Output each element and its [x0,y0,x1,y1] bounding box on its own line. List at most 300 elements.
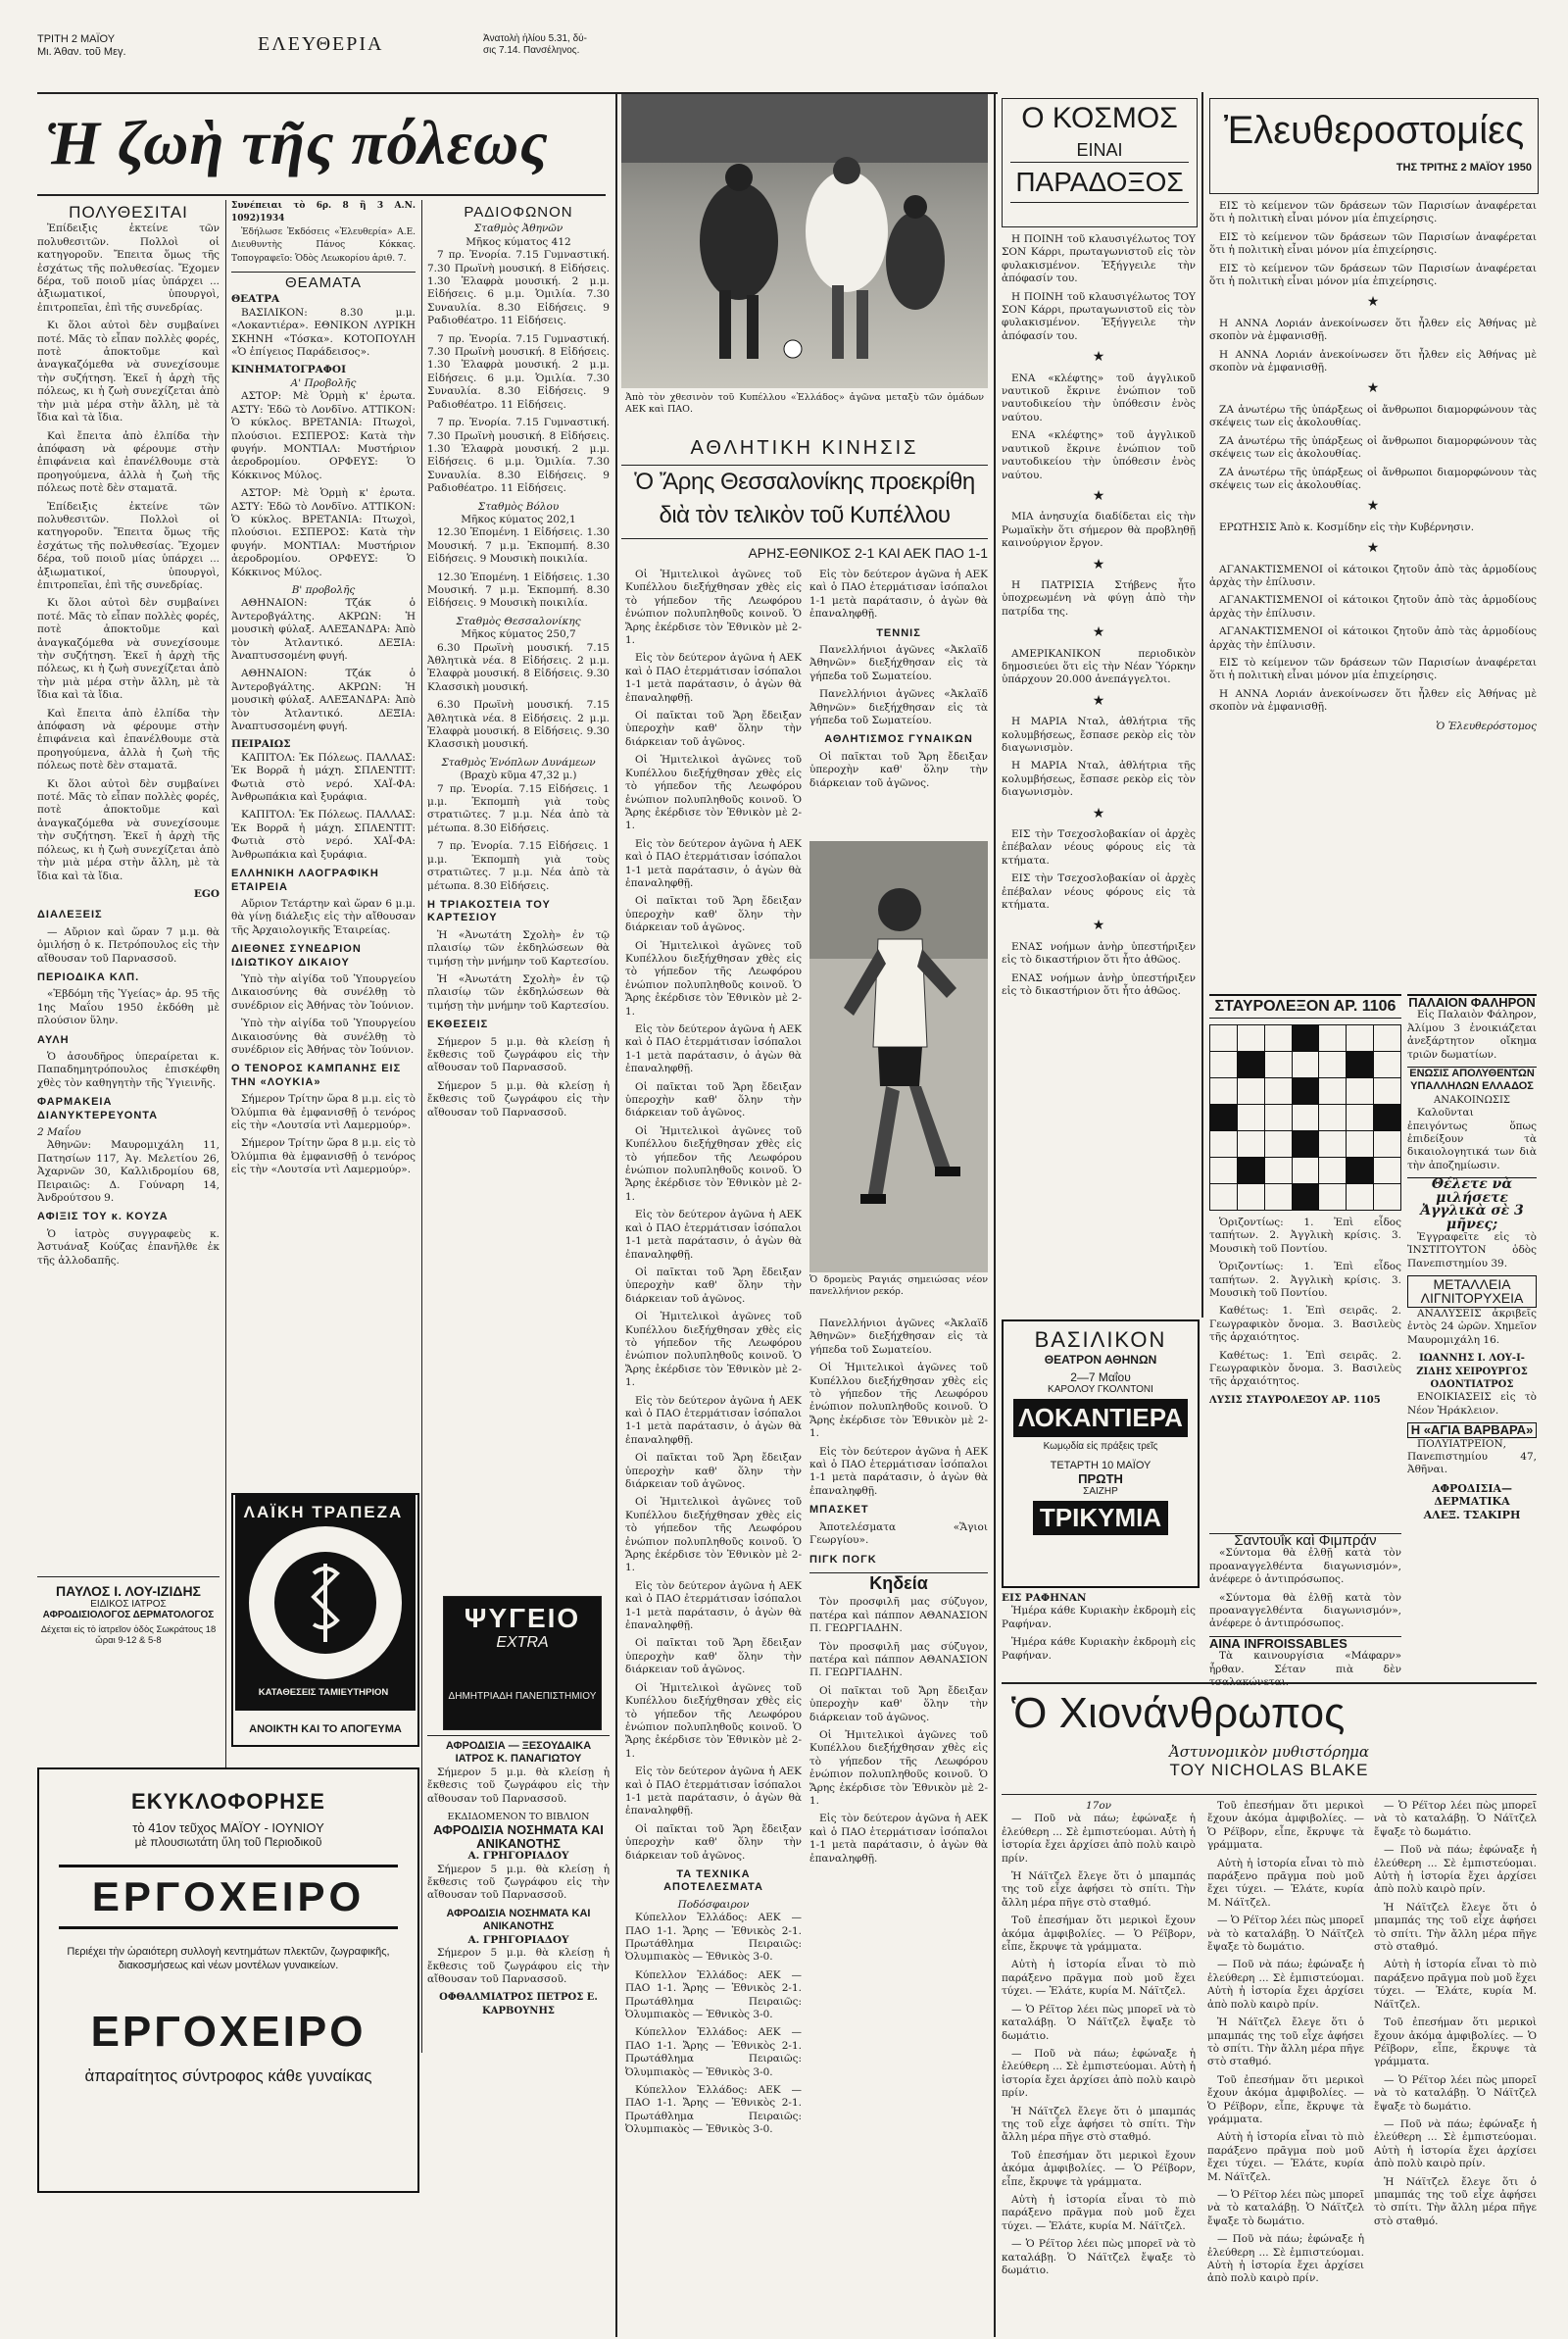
crossword-cell[interactable] [1210,1184,1238,1211]
paragraph: Τὸν προσφιλῆ μας σύζυγον, πατέρα καὶ πάππον ΑΘΑΝΑΣΙΟΝ Π. ΓΕΩΡΓΙΑΔΗΝ. [809,1640,988,1679]
world-paradox-column [1002,233,1196,1312]
theatre-sub: ΘΕΑΤΡΟΝ ΑΘΗΝΩΝ [1044,1353,1157,1367]
far-right-ads [1407,994,1537,1680]
subsection-title: Σταθμὸς Ἀθηνῶν [473,223,564,235]
paragraph: Ἐπίδειξις ἐκτείνε τῶν πολυθεσιτῶν. Πολλοὶ οἱ κατηγοροῦν. Ἔπειτα ὅμως τῆς ἐσχάτως τῆς πολυθεσίας. Ἔχομεν δέρα, τοῦ ποιοῦ μίας ὑπάρχει ... ἀξιωματικοί, ὑπουργοὶ, ἐπιτροπεῖαι, ἐπὶ τῆς συνεδρίας. [37,223,220,314]
ad-blurb: Περιέχει τὴν ὡραιότερη συλλογὴ κεντημάτων πλεκτῶν, ζωγραφικῆς, διακοσμήσεως καὶ νέων μοντέλων γυναικείων. [67,1946,390,1971]
paragraph: «Σύντομα θὰ ἐλθῇ κατὰ τὸν προαναγγελθέντα διαγωνισμόν», ἀνέφερε ὁ ἀντιπρόσωπος. [1209,1591,1401,1630]
crossword-cell[interactable] [1374,1131,1401,1158]
paragraph: Κύπελλον Ἑλλάδος: ΑΕΚ — ΠΑΟ 1-1. Ἄρης — Ἐθνικὸς 2-1. Πρωτάθλημα Πειραιῶς: Ὀλυμπιακὸς — Ἐθνικὸς 3-0. [625,2026,802,2078]
paragraph: Εἰς τὸν δεύτερον ἀγῶνα ἡ ΑΕΚ καὶ ὁ ΠΑΟ ἐτερμάτισαν ἰσόπαλοι 1-1 μετὰ παράτασιν, ὁ ἀγὼν θὰ ἐπαναληφθῇ. [625,1209,802,1261]
weather-text-1: Ἀνατολὴ ἡλίου 5.31, δύ- [483,33,587,44]
paragraph: ΕΝΑ «κλέφτης» τοῦ ἀγγλικοῦ ναυτικοῦ ἔκρινε ἐνώπιον τοῦ ναυτοδικείου τὴν ὑπόθεσιν ἑνὸς ναύτου. [1002,429,1196,481]
separator-star: ★ [1366,380,1380,397]
crossword-cell[interactable] [1347,1158,1374,1184]
paragraph: ΖΑ ἀνωτέρω τῆς ὑπάρξεως οἱ ἄνθρωποι διαμορφώνουν τὰς σκέψεις των εἰς ἀκολουθίας. [1209,434,1537,461]
sports-column-b [809,569,988,833]
crossword-cell[interactable] [1237,1184,1264,1211]
book-ad-label: ΕΚΔΙΔΟΜΕΝΟΝ ΤΟ ΒΙΒΛΙΟΝ [447,1812,590,1823]
crossword-cell[interactable] [1264,1078,1292,1105]
subsection-subtitle: ΑΝΑΚΟΙΝΩΣΙΣ [1434,1094,1510,1106]
paragraph: Η ΜΑΡΙΑ Νταλ, ἀθλήτρια τῆς κολυμβήσεως, ἔσπασε ρεκὸρ εἰς τὸν διαγωνισμὸν. [1002,760,1196,799]
derm-ad-name: ΑΛΕΞ. ΤΣΑΚΙΡΗ [1423,1508,1521,1521]
crossword-cell[interactable] [1347,1131,1374,1158]
subsection-title: ΔΙΑΛΕΞΕΙΣ [37,909,103,921]
paragraph: Σήμερον 5 μ.μ. θὰ κλείσῃ ἡ ἔκθεσις τοῦ ζωγράφου εἰς τὴν αἴθουσαν τοῦ Παρνασσοῦ. [427,1079,610,1119]
theatre-first: ΠΡΩΤΗ [1078,1471,1123,1486]
paragraph: Εἰς τὸν δεύτερον ἀγῶνα ἡ ΑΕΚ καὶ ὁ ΠΑΟ ἐτερμάτισαν ἰσόπαλοι 1-1 μετὰ παράτασιν, ὁ ἀγὼν θὰ ἐπαναληφθῇ. [625,837,802,889]
paragraph: 7 πρ. Ἐνορία. 7.15 Γυμναστική. 7.30 Πρωϊνὴ μουσική. 8 Εἰδήσεις. 1.30 Ἐλαφρὰ μουσική. 2 μ.μ. Εἰδήσεις. 6 μ.μ. Ὁμιλία. 7.30 Συναυλία. 8.30 Εἰδήσεις. 9 Ραδιοθέατρο. 11 Εἰδήσεις. [427,417,610,495]
paragraph: ΑΝΑΛΥΣΕΙΣ ἀκριβεῖς ἐντὸς 24 ὡρῶν. Χημεῖον Μαυρομιχάλη 16. [1407,1307,1537,1346]
theatre-ad [1002,1319,1200,1588]
crossword-cell[interactable] [1237,1158,1264,1184]
clinic-ad: ΑΦΡΟΔΙΣΙΑ — ΞΕΣΟΥΔΑΙΚΑ ΙΑΤΡΟΣ Κ. ΠΑΝΑΓΙΩΤΟΥ [427,1735,610,1767]
crossword-cell[interactable] [1264,1158,1292,1184]
paragraph: ΕΝΑΣ νοήμων ἀνὴρ ὑπεστήριξεν εἰς τὸ δικαστήριον ὅτι ἦτο ἀθῶος. [1002,940,1196,967]
subsection-title: ΦΑΡΜΑΚΕΙΑ ΔΙΑΝΥΚΤΕΡΕΥΟΝΤΑ [37,1096,159,1121]
date-line [37,33,126,59]
crossword-previous: ΛΥΣΙΣ ΣΤΑΥΡΟΛΕΞΟΥ ΑΡ. 1105 [1209,1394,1381,1406]
paragraph: Οἱ παῖκται τοῦ Ἄρη ἔδειξαν ὑπεροχὴν καθ' ὅλην τὴν διάρκειαν τοῦ ἀγῶνος. [625,1822,802,1862]
separator-star: ★ [1092,692,1105,709]
subsection-title: ΜΠΑΣΚΕΤ [809,1504,869,1517]
doctor-title: ΕΙΔΙΚΟΣ ΙΑΤΡΟΣ [90,1599,167,1610]
crossword-cell[interactable] [1292,1025,1319,1052]
paragraph: ΕΝΑΣ νοήμων ἀνὴρ ὑπεστήριξεν εἰς τὸ δικαστήριον ὅτι ἦτο ἀθῶος. [1002,971,1196,998]
heading-line: ΠΑΡΑΔΟΞΟΣ [1010,162,1189,203]
crossword-cell[interactable] [1374,1105,1401,1131]
caption-text: Ἀπὸ τὸν χθεσινὸν τοῦ Κυπέλλου «Ἑλλάδος» ἀγῶνα μεταξὺ τῶν ὁμάδων ΑΕΚ καὶ ΠΑΟ. [625,392,984,415]
paragraph: Οἱ Ἠμιτελικοὶ ἀγῶνες τοῦ Κυπέλλου διεξήχθησαν χθὲς εἰς τὸ γήπεδον τῆς Λεωφόρου ἐνώπιον πολυπληθοῦς κοινοῦ. Ὁ Ἄρης ἐκέρδισε τὸν Ἐθνικὸν μὲ 2-1. [625,1496,802,1574]
paragraph: Ἡμέρα κάθε Κυριακὴν ἐκδρομὴ εἰς Ραφήναν. [1002,1605,1196,1630]
name-day-text: Μι. Άθαν. τοῦ Μεγ. [37,46,126,58]
paragraph: Οἱ Ἠμιτελικοὶ ἀγῶνες τοῦ Κυπέλλου διεξήχθησαν χθὲς εἰς τὸ γήπεδον τῆς Λεωφόρου ἐνώπιον πολυπληθοῦς κοινοῦ. Ὁ Ἄρης ἐκέρδισε τὸν Ἐθνικὸν μὲ 2-1. [625,569,802,647]
paragraph: Ἡ Νάϊτζελ ἔλεγε ὅτι ὁ μπαμπάς της τοῦ εἶχε ἀφήσει τὸ σπίτι. Τὴν ἄλλη μέρα πῆγε στὸ σταθμό. [1002,1870,1196,1909]
column-rule [225,200,226,1955]
paragraph: — Ποῦ νὰ πάω; ἐφώναξε ἡ ἐλεύθερη ... Σὲ ἐμπιστεύομαι. Αὐτὴ ἡ ἱστορία ἔχει ἀρχίσει ἀπὸ πολὺ καιρὸ πρίν. [1002,2047,1196,2100]
world-paradox-heading [1002,98,1198,227]
paragraph: Οἱ Ἠμιτελικοὶ ἀγῶνες τοῦ Κυπέλλου διεξήχθησαν χθὲς εἰς τὸ γήπεδον τῆς Λεωφόρου ἐνώπιον πολυπληθοῦς κοινοῦ. Ὁ Ἄρης ἐκέρδισε τὸν Ἐθνικὸν μὲ 2-1. [625,754,802,832]
paragraph: — Ποῦ νὰ πάω; ἐφώναξε ἡ ἐλεύθερη ... Σὲ ἐμπιστεύομαι. Αὐτὴ ἡ ἱστορία ἔχει ἀρχίσει ἀπὸ πολὺ καιρὸ πρίν. [1207,2233,1364,2285]
crossword-cell[interactable] [1292,1105,1319,1131]
crossword-cell[interactable] [1292,1078,1319,1105]
paragraph: Καθέτως: 1. Ἐπὶ σειρᾶς. 2. Γεωγραφικὸν ὄνομα. 3. Βασιλεὺς τῆς ἀρχαιότητος. [1209,1349,1401,1388]
paragraph: «Σύντομα θὰ ἐλθῇ κατὰ τὸν προαναγγελθέντα διαγωνισμόν», ἀνέφερε ὁ ἀντιπρόσωπος. [1209,1547,1401,1586]
paragraph: Η ΠΑΤΡΙΣΙΑ Στήβενς ἦτο ὑποχρεωμένη νὰ φύγῃ ἀπὸ τὴν πατρίδα της. [1002,578,1196,618]
paragraph: Ὁ ἰατρὸς συγγραφεὺς κ. Ἀστυάναξ Κούζας ἐπανῆλθε ἐκ τῆς ἀλλοδαπῆς. [37,1227,220,1267]
crossword-cell[interactable] [1319,1158,1347,1184]
crossword-cell[interactable] [1319,1184,1347,1211]
paragraph: Οἱ παῖκται τοῦ Ἄρη ἔδειξαν ὑπεροχὴν καθ' ὅλην τὴν διάρκειαν τοῦ ἀγῶνος. [625,1637,802,1676]
crossword-cell[interactable] [1264,1184,1292,1211]
paragraph: ΑΓΑΝΑΚΤΙΣΜΕΝΟΙ οἱ κάτοικοι ζητοῦν ἀπὸ τὰς ἁρμοδίους ἀρχὰς τὴν ἐπίλυσιν. [1209,625,1537,651]
paragraph: Καὶ ἔπειτα ἀπὸ ἐλπίδα τὴν ἀπόφαση νὰ φέρουμε στὴν ἐπιφάνεια καὶ ἐπανέλθουμε στὰ προηγούμενα, ἀλλὰ ἡ ζωὴ τῆς πόλεως ποτὲ δὲν σταματᾶ. [37,707,220,772]
crossword-cell[interactable] [1347,1052,1374,1078]
book-ad-title: ΑΦΡΟΔΙΣΙΑ ΝΟΣΗΜΑΤΑ ΚΑΙ ΑΝΙΚΑΝΟΤΗΣ [433,1822,604,1851]
crossword-cell[interactable] [1237,1025,1264,1052]
section-title: ΠΟΛΥΘΕΣΙΤΑΙ [69,203,188,222]
caption-text: Ὁ δρομεὺς Ραγιάς σημειώσας νέον πανελλήνιον ρεκόρ. [809,1274,988,1297]
paragraph: Οἱ Ἠμιτελικοὶ ἀγῶνες τοῦ Κυπέλλου διεξήχθησαν χθὲς εἰς τὸ γήπεδον τῆς Λεωφόρου ἐνώπιον πολυπληθοῦς κοινοῦ. Ὁ Ἄρης ἐκέρδισε τὸν Ἐθνικὸν μὲ 2-1. [625,1681,802,1760]
subsection-title: ΚΙΝΗΜΑΤΟΓΡΑΦΟΙ [231,364,346,376]
paragraph: — Ποῦ νὰ πάω; ἐφώναξε ἡ ἐλεύθερη ... Σὲ ἐμπιστεύομαι. Αὐτὴ ἡ ἱστορία ἔχει ἀρχίσει ἀπὸ πολὺ καιρὸ πρίν. [1374,1844,1537,1896]
paragraph: ΕΙΣ τὸ κείμενον τῶν δράσεων τῶν Παρισίων ἀναφέρεται ὅτι ἡ πολιτικὴ εἶναι μόνον μία ἐπιχείρησις. [1209,200,1537,225]
column-rule [421,200,422,2053]
paragraph: 7 πρ. Ἐνορία. 7.15 Εἰδήσεις. 1 μ.μ. Ἐκπομπὴ γιὰ τοὺς στρατιῶτες. 7 μ.μ. Νέα ἀπὸ τὰ μέτωπα. 8.30 Εἰδήσεις. [427,840,610,892]
crossword-cell[interactable] [1237,1078,1264,1105]
doctor-ad [37,1576,220,1695]
paper-name: ΕΛΕΥΘΕΡΙΑ [258,33,384,55]
paragraph: Καθέτως: 1. Ἐπὶ σειρᾶς. 2. Γεωγραφικὸν ὄνομα. 3. Βασιλεὺς τῆς ἀρχαιότητος. [1209,1305,1401,1344]
crossword-cell[interactable] [1319,1025,1347,1052]
paragraph: Οἱ παῖκται τοῦ Ἄρη ἔδειξαν ὑπεροχὴν καθ' ὅλην τὴν διάρκειαν τοῦ ἀγῶνος. [625,710,802,748]
paragraph: — Αὔριον καὶ ὥραν 7 μ.μ. θὰ ὁμιλήσῃ ὁ κ. Πετρόπουλος εἰς τὴν αἴθουσαν τοῦ Παρνασσοῦ. [37,925,220,965]
column-title: Ἐλευθεροστομίες [1223,109,1525,152]
paragraph: Κύπελλον Ἑλλάδος: ΑΕΚ — ΠΑΟ 1-1. Ἄρης — Ἐθνικὸς 2-1. Πρωτάθλημα Πειραιῶς: Ὀλυμπιακὸς — Ἐθνικὸς 3-0. [625,2084,802,2136]
crossword-cell[interactable] [1210,1052,1238,1078]
paragraph: ΕΙΣ τὸ κείμενον τῶν δράσεων τῶν Παρισίων ἀναφέρεται ὅτι ἡ πολιτικὴ εἶναι μόνον μία ἐπιχείρησις. [1209,230,1537,257]
newspaper-page [37,27,1537,2312]
crossword-cell[interactable] [1237,1052,1264,1078]
subsection-title: Σταθμὸς Βόλου [477,500,560,513]
column-rule [615,92,617,2337]
frequency: Μῆκος κύματος 412 [466,235,571,248]
crossword-cell[interactable] [1210,1105,1238,1131]
crossword-cell[interactable] [1374,1078,1401,1105]
sports-column-a [625,569,802,2136]
ad-line: τὸ 41ον τεῦχος ΜΑΪΟΥ - ΙΟΥΝΙΟΥ [132,1820,324,1835]
paragraph: Ὁριζοντίως: 1. Ἐπὶ εἶδος ταπήτων. 2. Ἀγγλικὴ κρίσις. 3. Μουσικὴ τοῦ Ποντίου. [1209,1217,1401,1255]
paragraph: Η ΑΝΝΑ Λοριάν ἀνεκοίνωσεν ὅτι ἦλθεν εἰς Ἀθήνας μὲ σκοπὸν νὰ ἐμφανισθῇ. [1209,317,1537,343]
crossword-cell[interactable] [1374,1025,1401,1052]
paragraph: Οἱ Ἠμιτελικοὶ ἀγῶνες τοῦ Κυπέλλου διεξήχθησαν χθὲς εἰς τὸ γήπεδον τῆς Λεωφόρου ἐνώπιον πολυπληθοῦς κοινοῦ. Ὁ Ἄρης ἐκέρδισε τὸν Ἐθνικὸν μὲ 2-1. [625,939,802,1018]
paragraph: Οἱ παῖκται τοῦ Ἄρη ἔδειξαν ὑπεροχὴν καθ' ὅλην τὴν διάρκειαν τοῦ ἀγῶνος. [809,750,988,789]
crossword-cell[interactable] [1237,1131,1264,1158]
crossword-cell[interactable] [1264,1105,1292,1131]
sports-column-b-lower [809,1318,988,1945]
crossword-cell[interactable] [1210,1158,1238,1184]
crossword-cell[interactable] [1347,1184,1374,1211]
crossword-cell[interactable] [1210,1025,1238,1052]
varvara-ad-title: Η «ΑΓΙΑ ΒΑΡΒΑΡΑ» [1407,1422,1537,1437]
novel-column-c [1374,1800,1537,2319]
paragraph: Η ΜΑΡΙΑ Νταλ, ἀθλήτρια τῆς κολυμβήσεως, ἔσπασε ρεκὸρ εἰς τὸν διαγωνισμὸν. [1002,716,1196,754]
paragraph: — Ὁ Ρέϊτορ λέει πὼς μπορεῖ νὰ τὸ καταλάβῃ. Ὁ Νάϊτζελ ἔψαξε τὸ δωμάτιο. [1374,2073,1537,2113]
paragraph: ΕΙΣ τὸ κείμενον τῶν δράσεων τῶν Παρισίων ἀναφέρεται ὅτι ἡ πολιτικὴ εἶναι μόνον μία ἐπιχείρησις. [1209,262,1537,288]
crossword-cell[interactable] [1347,1078,1374,1105]
paragraph: ΠΟΛΥΙΑΤΡΕΙΟΝ, Πανεπιστημίου 47, Ἀθῆναι. [1407,1437,1537,1476]
subsection-title: ΑΦΙΞΙΣ ΤΟΥ κ. ΚΟΥΖΑ [37,1211,169,1223]
paragraph: — Ποῦ νὰ πάω; ἐφώναξε ἡ ἐλεύθερη ... Σὲ ἐμπιστεύομαι. Αὐτὴ ἡ ἱστορία ἔχει ἀρχίσει ἀπὸ πολὺ καιρὸ πρίν. [1207,1959,1364,2011]
crossword-cell[interactable] [1374,1052,1401,1078]
subsection-subtitle: Α' Προβολῆς [290,376,357,389]
novel-column-a [1002,1800,1196,2319]
paragraph: Οἱ Ἠμιτελικοὶ ἀγῶνες τοῦ Κυπέλλου διεξήχθησαν χθὲς εἰς τὸ γήπεδον τῆς Λεωφόρου ἐνώπιον πολυπληθοῦς κοινοῦ. Ὁ Ἄρης ἐκέρδισε τὸν Ἐθνικὸν μὲ 2-1. [809,1728,988,1807]
magazine-name-2: ΕΡΓΟΧΕΙΡΟ [90,2008,367,2056]
subsection-title: ΑΥΛΗ [37,1033,70,1046]
paragraph: 7 πρ. Ἐνορία. 7.15 Γυμναστική. 7.30 Πρωϊνὴ μουσική. 8 Εἰδήσεις. 1.30 Ἐλαφρὰ μουσική. 2 μ.μ. Εἰδήσεις. 6 μ.μ. Ὁμιλία. 7.30 Συναυλία. 8.30 Εἰδήσεις. 9 Ραδιοθέατρο. 11 Εἰδήσεις. [427,249,610,327]
paragraph: Οἱ παῖκται τοῦ Ἄρη ἔδειξαν ὑπεροχὴν καθ' ὅλην τὴν διάρκειαν τοῦ ἀγῶνος. [625,895,802,934]
sports-subhead: ΑΡΗΣ-ΕΘΝΙΚΟΣ 2-1 ΚΑΙ ΑΕΚ ΠΑΟ 1-1 [748,545,988,561]
paragraph: Εἰς τὸν δεύτερον ἀγῶνα ἡ ΑΕΚ καὶ ὁ ΠΑΟ ἐτερμάτισαν ἰσόπαλοι 1-1 μετὰ παράτασιν, ὁ ἀγὼν θὰ ἐπαναληφθῇ. [625,652,802,704]
subsection-subtitle: Ποδόσφαιρον [677,1898,750,1911]
paragraph: Εἰς τὸν δεύτερον ἀγῶνα ἡ ΑΕΚ καὶ ὁ ΠΑΟ ἐτερμάτισαν ἰσόπαλοι 1-1 μετὰ παράτασιν, ὁ ἀγὼν θὰ ἐπαναληφθῇ. [625,1394,802,1446]
runner-caption [809,1274,988,1314]
paragraph: Σήμερον 5 μ.μ. θὰ κλείσῃ ἡ ἔκθεσις τοῦ ζωγράφου εἰς τὴν αἴθουσαν τοῦ Παρνασσοῦ. [427,1947,610,1985]
heading-line: ΕΙΝΑΙ [1076,140,1123,160]
paragraph: Οἱ παῖκται τοῦ Ἄρη ἔδειξαν ὑπεροχὴν καθ' ὅλην τὴν διάρκειαν τοῦ ἀγῶνος. [625,1452,802,1490]
paragraph: Αὐτὴ ἡ ἱστορία εἶναι τὸ πιὸ παράξενο πρᾶγμα ποὺ μοῦ ἔχει τύχει. — Ἐλάτε, κυρία Μ. Νάϊτζελ. [1207,2131,1364,2183]
paragraph: Ἐδήλωσε Ἐκδόσεις «Ἐλευθερία» Α.Ε. Διευθυντὴς Πάνος Κόκκας. Τοπογραφεῖο: Ὁδὸς Λεωκορίου ἀριθ. 7. [231,226,416,264]
crossword-cell[interactable] [1264,1131,1292,1158]
crossword-cell[interactable] [1292,1184,1319,1211]
ad-headline: ΕΚΥΚΛΟΦΟΡΗΣΕ [131,1789,325,1814]
paragraph: Αὐτὴ ἡ ἱστορία εἶναι τὸ πιὸ παράξενο πρᾶγμα ποὺ μοῦ ἔχει τύχει. — Ἐλάτε, κυρία Μ. Νάϊτζελ. [1207,1857,1364,1909]
column-rule [1201,92,1203,1318]
paragraph: ΚΑΠΙΤΟΛ: Ἐκ Πόλεως. ΠΑΛΛΑΣ: Ἐκ Βορρᾶ ἡ μάχη. ΣΠΛΕΝΤΙΤ: Φωτιὰ στὸ νερό. ΧΑΪ-ΦΑ: Ἀνθρωπάκια καὶ ξυράφια. [231,751,416,804]
paragraph: — Ὁ Ρέϊτορ λέει πὼς μπορεῖ νὰ τὸ καταλάβῃ. Ὁ Νάϊτζελ ἔψαξε τὸ δωμάτιο. [1207,1915,1364,1954]
crossword-cell[interactable] [1292,1131,1319,1158]
paragraph: Πανελλήνιοι ἀγῶνες «Ἀκλαϊδ Ἀθηνῶν» διεξήχθησαν εἰς τὰ γήπεδα τοῦ Σωματείου. [809,1318,988,1356]
doctor-name: ΠΑΥΛΟΣ Ι. ΛΟΥ-ΙΖΙΔΗΣ [56,1583,201,1599]
theatre-series: ΣΑΙΖΗΡ [1083,1486,1118,1497]
separator-star: ★ [1092,556,1105,572]
weather-line [483,33,591,57]
book-ad-author: Α. ΓΡΗΓΟΡΙΑΔΟΥ [467,1850,569,1863]
column-3 [427,200,610,1759]
paragraph: «Ἑβδόμη τῆς Ὑγείας» ἀρ. 95 τῆς 1ης Μαΐου 1950 ἐκδόθη μὲ πλούσιον ὕλην. [37,988,220,1027]
subsection-title: ΠΑΛΑΙΟΝ ΦΑΛΗΡΟΝ [1408,995,1536,1010]
paragraph: ΑΓΑΝΑΚΤΙΣΜΕΝΟΙ οἱ κάτοικοι ζητοῦν ἀπὸ τὰς ἁρμοδίους ἀρχὰς τὴν ἐπίλυσιν. [1209,594,1537,620]
separator-star: ★ [1366,294,1380,311]
paragraph: Εἰς τὸν δεύτερον ἀγῶνα ἡ ΑΕΚ καὶ ὁ ΠΑΟ ἐτερμάτισαν ἰσόπαλοι 1-1 μετὰ παράτασιν, ὁ ἀγὼν θὰ ἐπαναληφθῇ. [625,1766,802,1817]
frequency: Μῆκος κύματος 202,1 [461,513,576,525]
paragraph: Κύπελλον Ἑλλάδος: ΑΕΚ — ΠΑΟ 1-1. Ἄρης — Ἐθνικὸς 2-1. Πρωτάθλημα Πειραιῶς: Ὀλυμπιακὸς — Ἐθνικὸς 3-0. [625,1968,802,2021]
crossword-cell[interactable] [1292,1052,1319,1078]
subsection-title: ΤΕΝΝΙΣ [876,626,921,639]
paragraph: Εἰς τὸν δεύτερον ἀγῶνα ἡ ΑΕΚ καὶ ὁ ΠΑΟ ἐτερμάτισαν ἰσόπαλοι 1-1 μετὰ παράτασιν, ὁ ἀγὼν θὰ ἐπαναληφθῇ. [809,1813,988,1865]
theatre-play-2: ΤΡΙΚΥΜΙΑ [1033,1501,1168,1535]
sports-section-title: ΑΘΛΗΤΙΚΗ ΚΙΝΗΣΙΣ [690,437,919,459]
paragraph: Σήμερον 5 μ.μ. θὰ κλείσῃ ἡ ἔκθεσις τοῦ ζωγράφου εἰς τὴν αἴθουσαν τοῦ Παρνασσοῦ. [427,1863,610,1902]
paragraph: Ἡμέρα κάθε Κυριακὴν ἐκδρομὴ εἰς Ραφήναν. [1002,1636,1196,1662]
chapter-number: 17ον [1085,1800,1112,1812]
paragraph: ΑΘΗΝΑΙΟΝ: Τζάκ ὁ Ἀντεροβγάλτης. ΑΚΡΩΝ: Ἡ μουσικὴ φύλαξ. ΑΛΕΞΑΝΔΡΑ: Ἀπὸ τὸν Ἀτλαντικό. ΔΕΞΙΑ: Ἀναπτυσσομένη φυγή. [231,668,416,733]
paragraph: Σήμερον Τρίτην ὥρα 8 μ.μ. εἰς τὸ Ὀλύμπια θὰ ἐμφανισθῇ ὁ τενόρος εἰς τὴν «Λουτσία ντὶ Λαμερμούρ». [231,1137,416,1176]
paragraph: Εἰς Παλαιὸν Φάληρον, Ἀλίμου 3 ἐνοικιάζεται ἀνεξάρτητον οἴκημα τριῶν δωματίων. [1407,1009,1538,1061]
paragraph: ΕΙΣ τὴν Τσεχοσλοβακίαν οἱ ἀρχὲς ἐπέβαλαν νέους φόρους εἰς τὰ κτήματα. [1002,872,1196,912]
paragraph: 12.30 Ἐπομένη. 1 Εἰδήσεις. 1.30 Μουσική. 7 μ.μ. Ἐκπομπή. 8.30 Εἰδήσεις. 9 Μουσικὴ ποικιλία. [427,526,610,566]
paragraph: Σήμερον Τρίτην ὥρα 8 μ.μ. εἰς τὸ Ὀλύμπια θὰ ἐμφανισθῇ ὁ τενόρος εἰς τὴν «Λουτσία ντὶ Λαμερμούρ». [231,1093,416,1131]
crossword-grid[interactable] [1209,1024,1401,1211]
derm-ad-title: ΑΦΡΟΔΙΣΙΑ—ΔΕΡΜΑΤΙΚΑ [1431,1481,1513,1509]
paragraph: Κύπελλον Ἑλλάδος: ΑΕΚ — ΠΑΟ 1-1. Ἄρης — Ἐθνικὸς 2-1. Πρωτάθλημα Πειραιῶς: Ὀλυμπιακὸς — Ἐθνικὸς 3-0. [625,1912,802,1964]
ad-line: μὲ πλουσιωτάτη ὕλη τοῦ Περιοδικοῦ [134,1835,322,1849]
crossword-cell[interactable] [1319,1105,1347,1131]
paragraph: Ἀποτελέσματα «Ἅγιοι Γεωργίου». [809,1520,988,1547]
funeral-title: Κηδεία [809,1572,988,1590]
paragraph: ΑΣΤΟΡ: Μὲ Ὁρμὴ κ' ἐρωτα. ΑΣΤΥ: Ἐδῶ τὸ Λονδῖνο. ΑΤΤΙΚΟΝ: Ὁ κύκλος. ΒΡΕΤΑΝΙΑ: Πτωχοὶ, πλούσιοι. ΕΣΠΕΡΟΣ: Κατὰ τὴν φυγήν. ΜΟΝΤΙΑΛ: Μυστήριον ἀεροδρομίου. ΟΡΦΕΥΣ: Ὁ Κόκκινος Μύλος. [231,390,416,481]
subsection-title: Σταθμὸς Ἐνόπλων Δυνάμεων [441,756,596,769]
subsection-title: Σαντουΐκ καὶ Φιμπράν [1209,1533,1401,1547]
crossword-title: ΣΤΑΥΡΟΛΕΞΟΝ ΑΡ. 1106 [1209,994,1401,1019]
paragraph: ΑΜΕΡΙΚΑΝΙΚΟΝ περιοδικὸν δημοσιεύει ὅτι εἰς τὴν Νέαν Ὑόρκην ὑπάρχουν 20.000 ἀνεπάγγελτοι. [1002,647,1196,686]
novel-author: ΤΟΥ NICHOLAS BLAKE [1169,1761,1369,1779]
paragraph: Σήμερον 5 μ.μ. θὰ κλείσῃ ἡ ἔκθεσις τοῦ ζωγράφου εἰς τὴν αἴθουσαν τοῦ Παρνασσοῦ. [427,1035,610,1074]
magazine-name: ΕΡΓΟΧΕΙΡΟ [59,1865,398,1929]
theatre-genre: Κωμῳδία εἰς πράξεις τρεῖς [1043,1441,1158,1452]
english-ad-title: Θέλετε νὰ μιλήσετε Ἀγγλικὰ σὲ 3 μῆνες; [1407,1177,1537,1231]
fridge-ad-title: ΨΥΓΕΙΟ [464,1603,581,1633]
paragraph: Τοῦ ἐπεσήμαν ὅτι μερικοὶ ἔχουν ἀκόμα ἀμφιβολίες. — Ὁ Ρέϊβορν, εἶπε, ἔκρυψε τὰ γράμματα. [1002,1915,1196,1954]
sandwich-column [1209,1532,1401,1689]
paragraph: ΕΙΣ τὴν Τσεχοσλοβακίαν οἱ ἀρχὲς ἐπέβαλαν νέους φόρους εἰς τὰ κτήματα. [1002,828,1196,867]
ophthalmologist-ad: ΟΦΘΑΛΜΙΑΤΡΟΣ ΠΕΤΡΟΣ Ε. ΚΑΡΒΟΥΝΗΣ [439,1992,598,2016]
paragraph: Αὐτὴ ἡ ἱστορία εἶναι τὸ πιὸ παράξενο πρᾶγμα ποὺ μοῦ ἔχει τύχει. — Ἐλάτε, κυρία Μ. Νάϊτζελ. [1374,1959,1537,2011]
separator-star: ★ [1092,918,1105,934]
paragraph: Ἡ «Ἀνωτάτη Σχολὴ» ἐν τῷ πλαισίῳ τῶν ἐκδηλώσεων θὰ τιμήσῃ τὴν μνήμην τοῦ Καρτεσίου. [427,972,610,1012]
subsection-title: ΕΛΛΗΝΙΚΗ ΛΑΟΓΡΑΦΙΚΗ ΕΤΑΙΡΕΙΑ [231,868,379,893]
subsection-subtitle: Β' προβολῆς [291,583,356,596]
paragraph: 12.30 Ἐπομένη. 1 Εἰδήσεις. 1.30 Μουσική. 7 μ.μ. Ἐκπομπή. 8.30 Εἰδήσεις. 9 Μουσικὴ ποικιλία. [427,571,610,610]
paragraph: — Ὁ Ρέϊτορ λέει πὼς μπορεῖ νὰ τὸ καταλάβῃ. Ὁ Νάϊτζελ ἔψαξε τὸ δωμάτιο. [1002,2003,1196,2042]
paragraph: — Ὁ Ρέϊτορ λέει πὼς μπορεῖ νὰ τὸ καταλάβῃ. Ὁ Νάϊτζελ ἔψαξε τὸ δωμάτιο. [1374,1800,1537,1838]
paragraph: Ἀθηνῶν: Μαυρομιχάλη 11, Πατησίων 117, Ἀγ. Μελετίου 26, Ἀχαρνῶν 30, Καλλιδρομίου 68, Πειραιῶς: Δ. Γούναρη 14, Ἀνδρούτσου 9. [37,1139,220,1205]
paragraph: ΒΑΣΙΛΙΚΟΝ: 8.30 μ.μ. «Λοκαντιέρα». ΕΘΝΙΚΟΝ ΛΥΡΙΚΗ ΣΚΗΝΗ «Τόσκα». ΚΟΤΟΠΟΥΛΗ «Ὁ ἐπίγειος Παράδεισος». [231,306,416,359]
fridge-ad-text: ΔΗΜΗΤΡΙΑΔΗ ΠΑΝΕΠΙΣΤΗΜΙΟΥ [448,1691,597,1702]
crossword-cell[interactable] [1319,1078,1347,1105]
crossword-cell[interactable] [1347,1025,1374,1052]
paragraph: Εἰς τὸν δεύτερον ἀγῶνα ἡ ΑΕΚ καὶ ὁ ΠΑΟ ἐτερμάτισαν ἰσόπαλοι 1-1 μετὰ παράτασιν, ὁ ἀγὼν θὰ ἐπαναληφθῇ. [809,569,988,621]
section-title: ΘΕΑΜΑΤΑ [231,272,416,289]
subsection-title: ΑΙΝΑ INFROISSABLES [1209,1636,1401,1650]
column-rule [994,92,996,2337]
weather-text-2: σις 7.14. Πανσέληνος. [483,45,580,56]
paragraph: ΖΑ ἀνωτέρω τῆς ὑπάρξεως οἱ ἄνθρωποι διαμορφώνουν τὰς σκέψεις των εἰς ἀκολουθίας. [1209,403,1537,429]
separator-star: ★ [1366,498,1380,515]
paragraph: Κι ὅλοι αὐτοὶ δὲν συμβαίνει ποτέ. Μᾶς τὸ εἶπαν πολλὲς φορές, ποτὲ ἀποκτοῦμε καὶ ἀναγκαζόμεθα νὰ συνεχίσουμε τὴν συζήτηση. Ἐκεῖ ἡ ἀρχὴ τῆς πόλεως, κι ἡ ζωὴ συνεχίζεται ἀπὸ τὴν μιὰ μέρα στὴν ἄλλη, μὲ τὰ ἴδια καὶ τὰ ἴδια. [37,320,220,424]
paragraph: ΚΑΠΙΤΟΛ: Ἐκ Πόλεως. ΠΑΛΛΑΣ: Ἐκ Βορρᾶ ἡ μάχη. ΣΠΛΕΝΤΙΤ: Φωτιὰ στὸ νερό. ΧΑΪ-ΦΑ: Ἀνθρωπάκια καὶ ξυράφια. [231,809,416,861]
paragraph: Τὸν προσφιλῆ μας σύζυγον, πατέρα καὶ πάππον ΑΘΑΝΑΣΙΟΝ Π. ΓΕΩΡΓΙΑΔΗΝ. [809,1596,988,1635]
crossword-cell[interactable] [1210,1131,1238,1158]
theatre-play: ΛΟΚΑΝΤΙΕΡΑ [1013,1399,1188,1437]
crossword-cell[interactable] [1264,1025,1292,1052]
paragraph: Η ΠΟΙΝΗ τοῦ κλαυσιγέλωτος ΤΟΥ ΣΟΝ Κάρρι, πρωταγωνιστοῦ εἰς τὸν φυλακισμένον. Ἐξήγγειλε τὴν ἀπόφασίν του. [1002,233,1196,285]
paragraph: Πανελλήνιοι ἀγῶνες «Ἀκλαϊδ Ἀθηνῶν» διεξήχθησαν εἰς τὰ γήπεδα τοῦ Σωματείου. [809,644,988,682]
ad-tagline: ἀπαραίτητος σύντροφος κάθε γυναίκας [84,2066,372,2085]
crossword-cell[interactable] [1237,1105,1264,1131]
paragraph: Αὐτὴ ἡ ἱστορία εἶναι τὸ πιὸ παράξενο πρᾶγμα ποὺ μοῦ ἔχει τύχει. — Ἐλάτε, κυρία Μ. Νάϊτζελ. [1002,2193,1196,2232]
doctor-address: Δέχεται εἰς τὸ ἰατρεῖον ὁδὸς Σωκράτους 18 ὥραι 9-12 & 5-8 [40,1624,217,1646]
date-text: ΤΡΙΤΗ 2 ΜΑΪΟΥ [37,33,116,45]
date-text: 2 Μαΐου [37,1126,81,1138]
paragraph: Ἡ Νάϊτζελ ἔλεγε ὅτι ὁ μπαμπάς της τοῦ εἶχε ἀφήσει τὸ σπίτι. Τὴν ἄλλη μέρα πῆγε στὸ σταθμό. [1002,2105,1196,2144]
paragraph: Ἡ Νάϊτζελ ἔλεγε ὅτι ὁ μπαμπάς της τοῦ εἶχε ἀφήσει τὸ σπίτι. Τὴν ἄλλη μέρα πῆγε στὸ σταθμό. [1374,1901,1537,1954]
rafina-notice [1002,1592,1196,1670]
theatre-name: ΒΑΣΙΛΙΚΟΝ [1034,1327,1167,1352]
subsection-title: ΠΕΡΙΟΔΙΚΑ ΚΛΠ. [37,970,140,983]
crossword-cell[interactable] [1347,1105,1374,1131]
crossword [1209,994,1401,1523]
separator-star: ★ [1366,540,1380,557]
paragraph: 6.30 Πρωϊνὴ μουσική. 7.15 Ἀθλητικὰ νέα. 8 Εἰδήσεις. 2 μ.μ. Ἐλαφρὰ μουσική. 8 Εἰδήσεις. 9.30 Κλασσικὴ μουσική. [427,641,610,693]
bank-name: ΛΑΪΚΗ ΤΡΑΠΕΖΑ [243,1503,404,1521]
crossword-cell[interactable] [1292,1158,1319,1184]
paragraph: — Ὁ Ρέϊτορ λέει πὼς μπορεῖ νὰ τὸ καταλάβῃ. Ὁ Νάϊτζελ ἔψαξε τὸ δωμάτιο. [1207,2188,1364,2227]
paragraph: Εἰς τὸν δεύτερον ἀγῶνα ἡ ΑΕΚ καὶ ὁ ΠΑΟ ἐτερμάτισαν ἰσόπαλοι 1-1 μετὰ παράτασιν, ὁ ἀγὼν θὰ ἐπαναληφθῇ. [625,1023,802,1075]
paragraph: Η ΠΟΙΝΗ τοῦ κλαυσιγέλωτος ΤΟΥ ΣΟΝ Κάρρι, πρωταγωνιστοῦ εἰς τὸν φυλακισμένον. Ἐξήγγειλε τὴν ἀπόφασίν του. [1002,290,1196,342]
sports-headline [621,465,988,539]
paragraph: ΕΡΩΤΗΣΙΣ Ἀπὸ κ. Κοσμίδην εἰς τὴν Κυβέρνησιν. [1219,521,1475,533]
paragraph: Ὁριζοντίως: 1. Ἐπὶ εἶδος ταπήτων. 2. Ἀγγλικὴ κρίσις. 3. Μουσικὴ τοῦ Ποντίου. [1209,1261,1401,1300]
novel-column-b [1207,1800,1364,2319]
separator-star: ★ [1092,349,1105,366]
paragraph: ΖΑ ἀνωτέρω τῆς ὑπάρξεως οἱ ἄνθρωποι διαμορφώνουν τὰς σκέψεις των εἰς ἀκολουθίας. [1209,466,1537,491]
photo-caption [625,392,984,431]
runner-photo-graphic [809,841,988,1272]
paragraph: Εἰς τὸν δεύτερον ἀγῶνα ἡ ΑΕΚ καὶ ὁ ΠΑΟ ἐτερμάτισαν ἰσόπαλοι 1-1 μετὰ παράτασιν, ὁ ἀγὼν θὰ ἐπαναληφθῇ. [809,1445,988,1497]
headline-text: Ὁ Ἄρης Θεσσαλονίκης προεκρίθη διὰ τὸν τελικὸν τοῦ Κυπέλλου [634,469,975,528]
paragraph: Η ΑΝΝΑ Λοριάν ἀνεκοίνωσεν ὅτι ἦλθεν εἰς Ἀθήνας μὲ σκοπὸν νὰ ἐμφανισθῇ. [1209,687,1537,714]
paragraph: Οἱ παῖκται τοῦ Ἄρη ἔδειξαν ὑπεροχὴν καθ' ὅλην τὴν διάρκειαν τοῦ ἀγῶνος. [809,1684,988,1723]
crossword-cell[interactable] [1374,1184,1401,1211]
subsection-title: ΑΘΛΗΤΙΣΜΟΣ ΓΥΝΑΙΚΩΝ [824,733,973,746]
doctor-specialty: ΑΦΡΟΔΙΣΙΟΛΟΓΟΣ ΔΕΡΜΑΤΟΛΟΓΟΣ [42,1610,215,1620]
paragraph: Αὔριον Τετάρτην καὶ ὥραν 6 μ.μ. θὰ γίνῃ διάλεξις εἰς τὴν αἴθουσαν τῆς Ἀρχαιολογικῆς Ἑταιρείας. [231,897,416,936]
paragraph: — Ποῦ νὰ πάω; ἐφώναξε ἡ ἐλεύθερη ... Σὲ ἐμπιστεύομαι. Αὐτὴ ἡ ἱστορία ἔχει ἀρχίσει ἀπὸ πολὺ καιρὸ πρίν. [1002,1813,1196,1865]
crossword-clues [1209,1217,1401,1501]
masthead [37,27,998,94]
paragraph: Ὁ ἀσουδῆρος ὑπεραίρεται κ. Παπαδημητρόπουλος ἐπισκέφθη χθὲς τὸν καθηγητὴν τῆς Ὑγιεινῆς. [37,1050,220,1089]
frequency: (Βραχὺ κῦμα 47,32 μ.) [460,770,577,782]
paragraph: ΑΘΗΝΑΙΟΝ: Τζάκ ὁ Ἀντεροβγάλτης. ΑΚΡΩΝ: Ἡ μουσικὴ φύλαξ. ΑΛΕΞΑΝΔΡΑ: Ἀπὸ τὸν Ἀτλαντικό. ΔΕΞΙΑ: Ἀναπτυσσομένη φυγή. [231,597,416,662]
bank-ad-graphic [235,1495,416,1711]
paragraph: ΑΣΤΟΡ: Μὲ Ὁρμὴ κ' ἐρωτα. ΑΣΤΥ: Ἐδῶ τὸ Λονδῖνο. ΑΤΤΙΚΟΝ: Ὁ κύκλος. ΒΡΕΤΑΝΙΑ: Πτωχοὶ, πλούσιοι. ΕΣΠΕΡΟΣ: Κατὰ τὴν φυγήν. ΜΟΝΤΙΑΛ: Μυστήριον ἀεροδρομίου. ΟΡΦΕΥΣ: Ὁ Κόκκινος Μύλος. [231,487,416,578]
magazine-ad [37,1767,419,2193]
crossword-cell[interactable] [1319,1131,1347,1158]
paragraph: Καλοῦνται ἐπειγόντως ὅπως ἐπιδείξουν τὰ δικαιολογητικά των διὰ τὴν ἀποζημίωσιν. [1407,1107,1537,1171]
theatre-author: ΚΑΡΟΛΟΥ ΓΚΟΛΝΤΟΝΙ [1048,1384,1153,1395]
paragraph: — Ποῦ νὰ πάω; ἐφώναξε ἡ ἐλεύθερη ... Σὲ ἐμπιστεύομαι. Αὐτὴ ἡ ἱστορία ἔχει ἀρχίσει ἀπὸ πολὺ καιρὸ πρίν. [1374,2117,1537,2170]
bank-ad [231,1493,419,1747]
fridge-ad [443,1596,602,1730]
subsection-title: ΤΑ ΤΕΧΝΙΚΑ ΑΠΟΤΕΛΕΣΜΑΤΑ [663,1867,763,1894]
mines-ad-title: ΜΕΤΑΛΛΕΙΑ ΛΙΓΝΙΤΟΡΥΧΕΙΑ [1407,1275,1537,1308]
heading-line: Ο ΚΟΣΜΟΣ [1021,102,1178,134]
paragraph: Οἱ Ἠμιτελικοὶ ἀγῶνες τοῦ Κυπέλλου διεξήχθησαν χθὲς εἰς τὸ γήπεδον τῆς Λεωφόρου ἐνώπιον πολυπληθοῦς κοινοῦ. Ὁ Ἄρης ἐκέρδισε τὸν Ἐθνικὸν μὲ 2-1. [809,1362,988,1440]
crossword-cell[interactable] [1319,1052,1347,1078]
eleftherostomies-heading [1209,98,1539,194]
crossword-cell[interactable] [1374,1158,1401,1184]
main-heading-text: Ἡ ζωὴ τῆς πόλεως [45,108,549,177]
paragraph: Η ΑΝΝΑ Λοριάν ἀνεκοίνωσεν ὅτι ἦλθεν εἰς Ἀθήνας μὲ σκοπὸν νὰ ἐμφανισθῇ. [1209,348,1537,374]
paragraph: Τοῦ ἐπεσήμαν ὅτι μερικοὶ ἔχουν ἀκόμα ἀμφιβολίες. — Ὁ Ρέϊβορν, εἶπε, ἔκρυψε τὰ γράμματα. [1207,1800,1364,1852]
author-sign: EGO [193,887,220,900]
crossword-cell[interactable] [1264,1052,1292,1078]
paragraph: ΜΙΑ ἀνησυχία διαδίδεται εἰς τὴν Ρωμαϊκὴν ὅτι σήμερον θὰ προβληθῇ καινούργιον ἔργον. [1002,511,1196,550]
paragraph: Πανελλήνιοι ἀγῶνες «Ἀκλαϊδ Ἀθηνῶν» διεξήχθησαν εἰς τὰ γήπεδα τοῦ Σωματείου. [809,688,988,727]
paragraph: 6.30 Πρωϊνὴ μουσική. 7.15 Ἀθλητικὰ νέα. 8 Εἰδήσεις. 2 μ.μ. Ἐλαφρὰ μουσική. 8 Εἰδήσεις. 9.30 Κλασσικὴ μουσική. [427,699,610,751]
subsection-title: Η ΤΡΙΑΚΟΣΤΕΙΑ ΤΟΥ ΚΑΡΤΕΣΙΟΥ [427,898,551,924]
paragraph: Κι ὅλοι αὐτοὶ δὲν συμβαίνει ποτέ. Μᾶς τὸ εἶπαν πολλὲς φορές, ποτὲ ἀποκτοῦμε καὶ ἀναγκαζόμεθα νὰ συνεχίσουμε τὴν συζήτηση. Ἐκεῖ ἡ ἀρχὴ τῆς πόλεως, κι ἡ ζωὴ συνεχίζεται ἀπὸ τὴν μιὰ μέρα στὴν ἄλλη, μὲ τὰ ἴδια καὶ τὰ ἴδια. [37,777,220,882]
column-date: ΤΗΣ ΤΡΙΤΗΣ 2 ΜΑΪΟΥ 1950 [1396,162,1532,174]
separator-star: ★ [1092,624,1105,641]
eleftherostomies-column [1209,200,1537,984]
book-ad-title-2: ΑΦΡΟΔΙΣΙΑ ΝΟΣΗΜΑΤΑ ΚΑΙ ΑΝΙΚΑΝΟΤΗΣ [446,1907,591,1933]
city-life-heading [37,96,606,196]
crossword-cell[interactable] [1210,1078,1238,1105]
bank-caption: ΑΝΟΙΚΤΗ ΚΑΙ ΤΟ ΑΠΟΓΕΥΜΑ [249,1723,402,1735]
